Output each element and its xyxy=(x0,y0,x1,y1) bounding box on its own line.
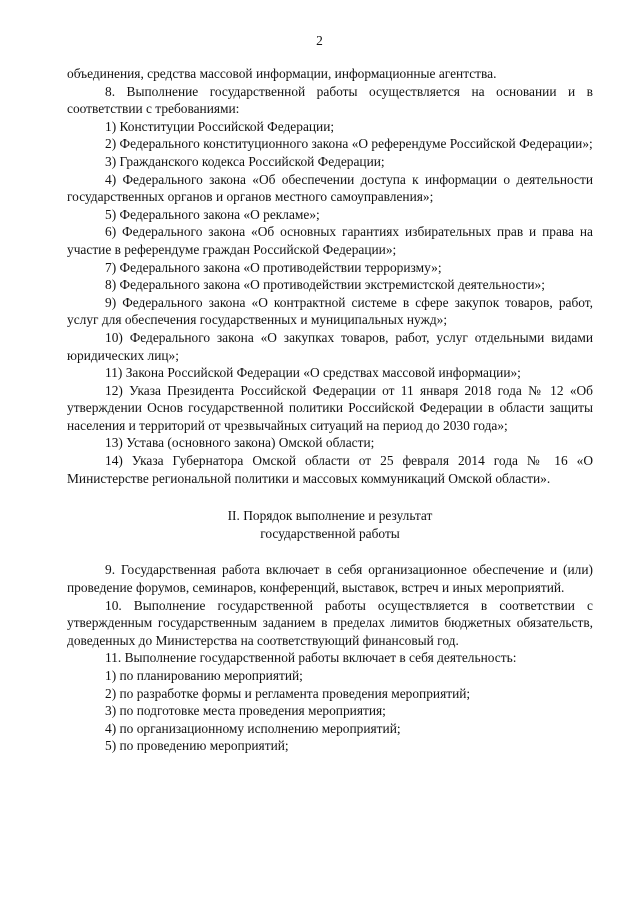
list-item-8: 8) Федерального закона «О противодействии экстремистской деятельности»; xyxy=(105,277,545,293)
list-item-10: 10) Федерального закона «О закупках товаров, работ, услуг отдельными видами юридических лиц»; xyxy=(67,329,593,363)
list-item-5: 5) Федерального закона «О рекламе»; xyxy=(105,206,320,222)
section-heading-line-1: II. Порядок выполнение и результат xyxy=(227,508,433,524)
activity-item-5: 5) по проведению мероприятий; xyxy=(105,738,289,754)
list-item-1: 1) Конституции Российской Федерации; xyxy=(105,118,335,134)
continuation-paragraph: объединения, средства массовой информации, информационные агентства. xyxy=(67,66,497,81)
activity-item-2: 2) по разработке формы и регламента проведения мероприятий; xyxy=(105,685,471,701)
activity-item-3: 3) по подготовке места проведения мероприятия; xyxy=(105,703,386,719)
activity-item-4: 4) по организационному исполнению мероприятий; xyxy=(105,720,401,736)
list-item-2: 2) Федерального конституционного закона «О референдуме Российской Федерации»; xyxy=(105,136,593,152)
section-heading xyxy=(67,507,593,542)
document-body xyxy=(67,65,593,755)
clause-8: 8. Выполнение государственной работы осуществляется на основании и в соответствии с требованиями: xyxy=(67,83,593,117)
list-item-9: 9) Федерального закона «О контрактной системе в сфере закупок товаров, работ, услуг для обеспечения государственных и муниципальных нужд»; xyxy=(67,294,593,328)
list-item-6: 6) Федерального закона «Об основных гарантиях избирательных прав и права на участие в референдуме граждан Российской Федерации»; xyxy=(67,224,593,257)
list-item-3: 3) Гражданского кодекса Российской Федерации; xyxy=(105,153,385,169)
list-item-13: 13) Устава (основного закона) Омской области; xyxy=(105,435,375,451)
page-number: 2 xyxy=(316,33,323,48)
clause-10: 10. Выполнение государственной работы осуществляется в соответствии с утвержденным государственным заданием в пределах лимитов бюджетных обязательств, доведенных до Министерства на соответствующий финансовый год. xyxy=(67,597,593,648)
section-heading-line-2: государственной работы xyxy=(260,525,400,541)
list-item-12: 12) Указа Президента Российской Федерации от 11 января 2018 года № 12 «Об утверждении Основ государственной политики Российской Федерации в области защиты населения и территорий от чрезвычайных ситуаций на период до 2030 года»; xyxy=(67,382,593,433)
list-item-14: 14) Указа Губернатора Омской области от 25 февраля 2014 года № 16 «О Министерстве региональной политики и массовых коммуникаций Омской области». xyxy=(67,453,593,486)
clause-9: 9. Государственная работа включает в себя организационное обеспечение и (или) проведение форумов, семинаров, конференций, выставок, встреч и иных мероприятий. xyxy=(67,562,593,596)
list-item-11: 11) Закона Российской Федерации «О средствах массовой информации»; xyxy=(105,365,521,381)
list-item-7: 7) Федерального закона «О противодействии терроризму»; xyxy=(105,259,442,275)
activity-item-1: 1) по планированию мероприятий; xyxy=(105,668,303,683)
list-item-4: 4) Федерального закона «Об обеспечении доступа к информации о деятельности государственных органов и органов местного самоуправления»; xyxy=(67,171,593,205)
clause-11: 11. Выполнение государственной работы включает в себя деятельность: xyxy=(105,650,517,666)
